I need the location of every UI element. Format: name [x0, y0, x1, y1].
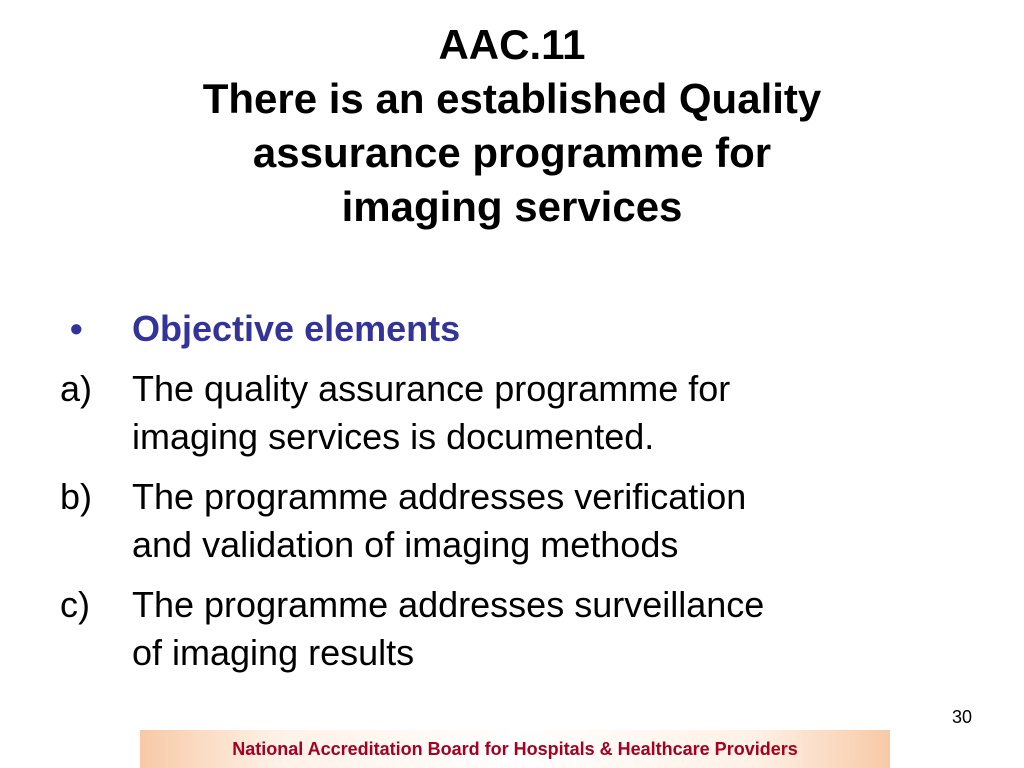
title-line-code: AAC.11 [438, 21, 586, 68]
list-item [60, 473, 980, 569]
title-line: imaging services [341, 183, 683, 230]
bullet-icon: • [70, 308, 83, 349]
title-line: assurance programme for [252, 129, 772, 176]
heading-text: Objective elements [132, 308, 461, 349]
objective-elements-list [60, 305, 980, 677]
title-line: There is an established Quality [202, 75, 822, 122]
list-item [60, 581, 980, 677]
footer-bar [140, 730, 890, 768]
list-item-marker: b) [60, 476, 93, 517]
list-item-line: of imaging results [132, 632, 415, 673]
objective-elements-heading [60, 305, 980, 353]
list-item-line: The quality assurance programme for [132, 368, 731, 409]
footer-organization-name: National Accreditation Board for Hospitals & Healthcare Providers [232, 739, 798, 759]
list-item-line: The programme addresses verification [132, 476, 747, 517]
list-item-line: The programme addresses surveillance [132, 584, 765, 625]
slide-title [40, 18, 984, 234]
list-item [60, 365, 980, 461]
list-item-text [132, 581, 980, 677]
list-item-line: imaging services is documented. [132, 416, 655, 457]
list-item-text [132, 365, 980, 461]
page-number: 30 [951, 707, 972, 727]
list-item-marker: c) [60, 584, 90, 625]
list-item-marker: a) [60, 368, 93, 409]
list-item-text [132, 473, 980, 569]
list-item-line: and validation of imaging methods [132, 524, 679, 565]
